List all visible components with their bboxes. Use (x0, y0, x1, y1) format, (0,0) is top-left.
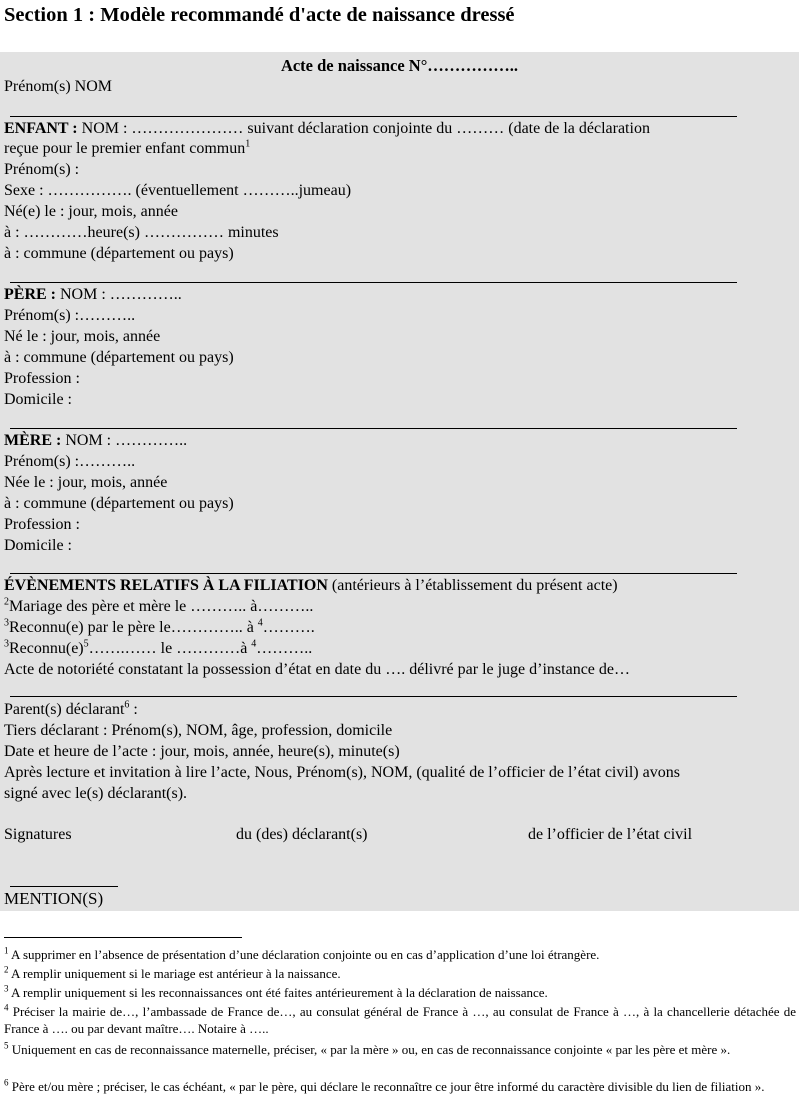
footnote-ref-4: 4 (251, 638, 257, 650)
enfant-nom: NOM : ………………… suivant déclaration conjointe du ……… (date de la déclaration (77, 120, 650, 137)
pere-domicile: Domicile : (4, 391, 72, 408)
mere-nom-line (4, 431, 187, 451)
separator (10, 116, 737, 117)
filiation-reconnu-pere (4, 618, 315, 638)
parents-declarant-colon: : (129, 701, 138, 718)
footnote-number: 2 (4, 964, 9, 975)
pere-label: PÈRE : (4, 286, 56, 303)
reconnu-pere-text: Reconnu(e) par le père le………….. à (9, 619, 258, 636)
filiation-label: ÉVÈNEMENTS RELATIFS À LA FILIATION (4, 577, 328, 594)
filiation-label-rest: (antérieurs à l’établissement du présent acte) (327, 577, 618, 594)
section-title: Section 1 : Modèle recommandé d'acte de naissance dressé (4, 4, 515, 26)
mere-nee-le: Née le : jour, mois, année (4, 474, 168, 491)
footnote-text: Préciser la mairie de…, l’ambassade de France de…, au consulat général de France à …, au consulat de France à …, à la chancellerie détachée de France à …. ou par devant maître…. Notaire à ….. (4, 1004, 796, 1036)
mere-nom: NOM : ………….. (61, 432, 188, 449)
pere-prenoms: Prénom(s) :……….. (4, 307, 136, 324)
mere-domicile: Domicile : (4, 537, 72, 554)
acte-name-line: Prénom(s) NOM (4, 78, 112, 95)
enfant-nom-line (4, 119, 650, 139)
enfant-nom-cont: reçue pour le premier enfant commun (4, 140, 246, 157)
separator (10, 573, 737, 574)
mentions-rule (10, 886, 118, 887)
signatures-label: Signatures (4, 826, 72, 843)
mariage-text: Mariage des père et mère le ……….. à……….. (9, 598, 314, 615)
filiation-heading (4, 576, 618, 596)
acte-form (0, 52, 799, 911)
footnote-text: A remplir uniquement si le mariage est antérieur à la naissance. (11, 966, 341, 981)
footnote-ref-1: 1 (245, 138, 251, 150)
date-heure-acte: Date et heure de l’acte : jour, mois, année, heure(s), minute(s) (4, 743, 400, 760)
footnote-number: 6 (4, 1077, 9, 1088)
pere-nom-line (4, 285, 182, 305)
enfant-prenoms: Prénom(s) : (4, 161, 80, 178)
filiation-mariage (4, 597, 313, 617)
footnote-number: 4 (4, 1002, 9, 1013)
footnote-ref-2: 2 (4, 596, 9, 608)
footnote-2 (4, 965, 796, 982)
footnote-4 (4, 1003, 796, 1037)
parents-declarant (4, 700, 138, 720)
pere-profession: Profession : (4, 370, 80, 387)
mere-lieu: à : commune (département ou pays) (4, 495, 234, 512)
footnote-separator (4, 937, 242, 938)
pere-nom: NOM : ………….. (56, 286, 182, 303)
enfant-heure: à : …………heure(s) …………… minutes (4, 224, 279, 241)
separator (10, 428, 737, 429)
footnote-ref-6: 6 (124, 699, 130, 711)
enfant-ne-le: Né(e) le : jour, mois, année (4, 203, 178, 220)
footnote-ref-5: 5 (83, 638, 89, 650)
footnote-5 (4, 1041, 796, 1058)
pere-lieu: à : commune (département ou pays) (4, 349, 234, 366)
footnote-3 (4, 984, 796, 1001)
footnote-number: 5 (4, 1040, 9, 1051)
footnote-text: A remplir uniquement si les reconnaissances ont été faites antérieurement à la déclaration de naissance. (11, 985, 548, 1000)
separator (10, 696, 737, 697)
filiation-reconnu (4, 639, 312, 659)
pere-ne-le: Né le : jour, mois, année (4, 328, 161, 345)
reconnu-pere-dots: ………. (262, 619, 315, 636)
acte-title: Acte de naissance N°…………….. (280, 56, 519, 75)
mere-profession: Profession : (4, 516, 80, 533)
footnote-ref-3: 3 (4, 638, 9, 650)
parents-declarant-label: Parent(s) déclarant (4, 701, 125, 718)
separator (10, 282, 737, 283)
footnote-text: A supprimer en l’absence de présentation d’une déclaration conjointe ou en cas d’application d’une loi étrangère. (11, 947, 600, 962)
footnote-text: Uniquement en cas de reconnaissance maternelle, préciser, « par la mère » ou, en cas de reconnaissance conjointe « par les père et mère ». (8, 1042, 731, 1057)
footnote-number: 1 (4, 945, 9, 956)
reconnu-text-mid: …….…… le …………à (88, 640, 252, 657)
footnote-text: Père et/ou mère ; préciser, le cas échéant, « par le père, qui déclare le reconnaître ce jour être informé du caractère divisible du lien de filiation ». (8, 1079, 765, 1094)
footnote-ref-4: 4 (257, 617, 263, 629)
enfant-lieu: à : commune (département ou pays) (4, 245, 234, 262)
lecture-line-2: signé avec le(s) déclarant(s). (4, 785, 188, 802)
enfant-label: ENFANT : (4, 120, 78, 137)
footnote-ref-3: 3 (4, 617, 9, 629)
reconnu-text-end: ……….. (256, 640, 313, 657)
enfant-nom-line-2 (4, 139, 250, 159)
reconnu-text: Reconnu(e) (9, 640, 84, 657)
lecture-line-1: Après lecture et invitation à lire l’acte, Nous, Prénom(s), NOM, (qualité de l’officier de l’état civil) avons (4, 764, 680, 781)
filiation-acte-notoriete: Acte de notoriété constatant la possession d’état en date du …. délivré par le juge d’instance de… (4, 661, 631, 678)
mere-prenoms: Prénom(s) :……….. (4, 453, 136, 470)
footnote-number: 3 (4, 983, 9, 994)
tiers-declarant: Tiers déclarant : Prénom(s), NOM, âge, profession, domicile (4, 722, 393, 739)
mentions-label: MENTION(S) (4, 889, 104, 908)
footnote-1 (4, 946, 796, 963)
mere-label: MÈRE : (4, 432, 62, 449)
footnote-6 (4, 1078, 796, 1095)
signature-declarants: du (des) déclarant(s) (236, 826, 368, 843)
signature-officier: de l’officier de l’état civil (528, 826, 693, 843)
enfant-sexe: Sexe : ……………. (éventuellement ………..jumeau) (4, 182, 352, 199)
